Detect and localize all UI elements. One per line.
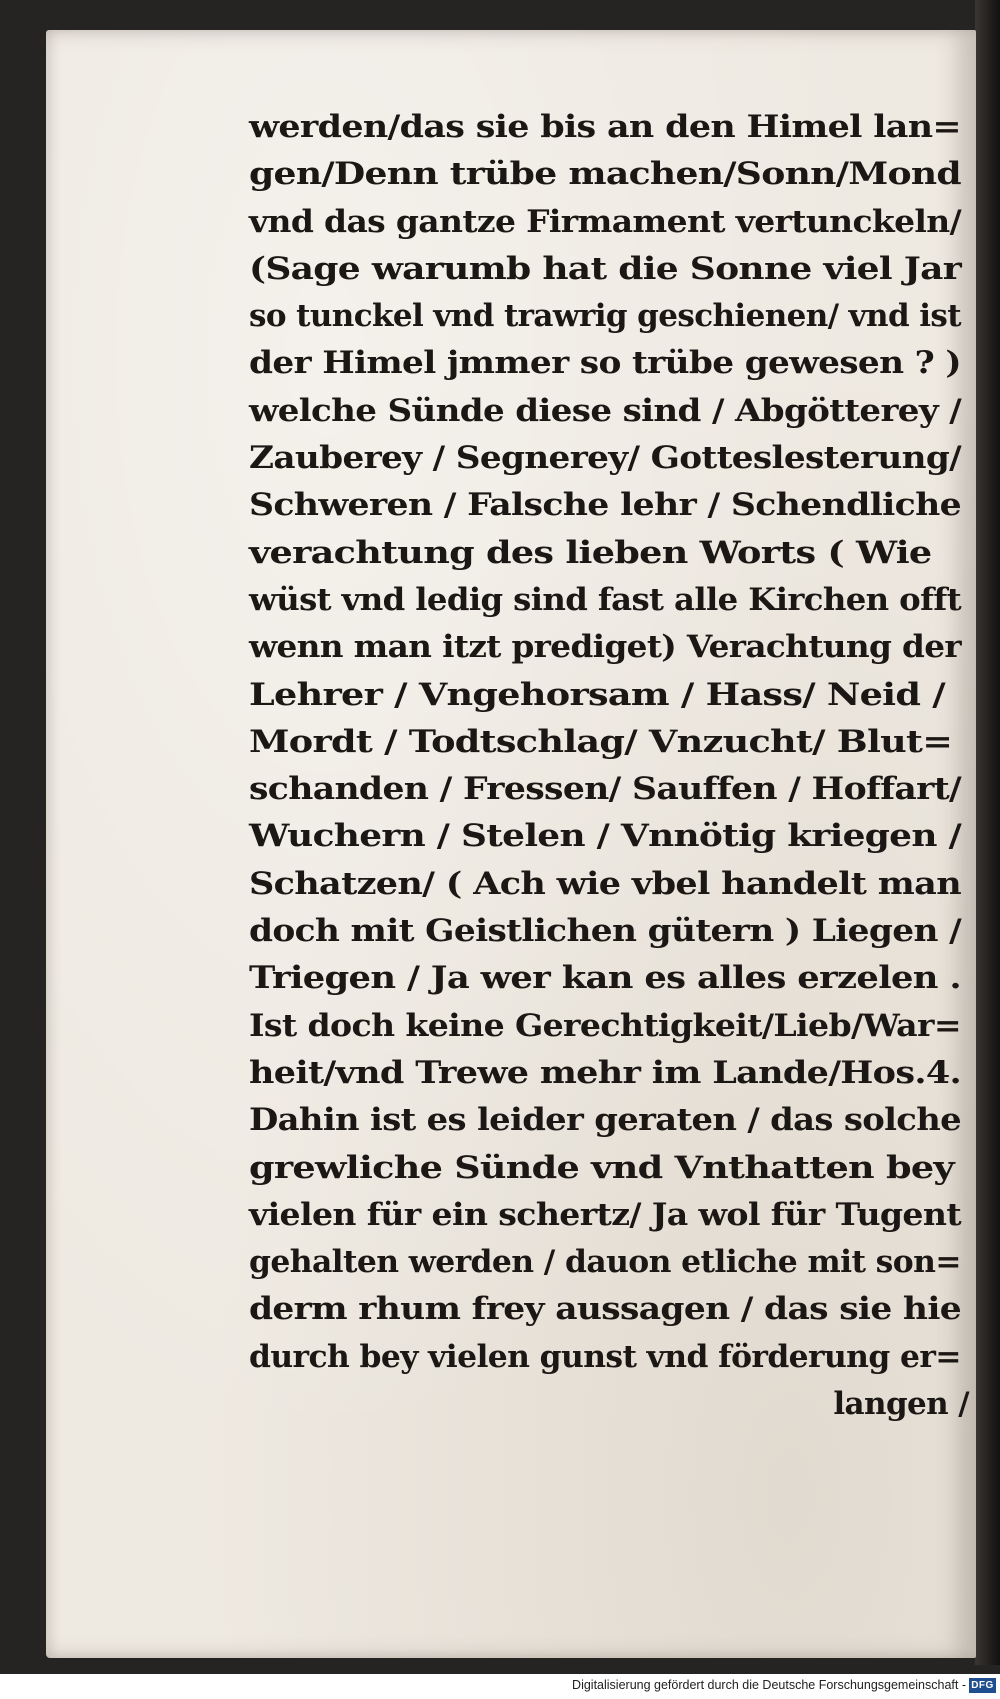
text-line-26: derm rhum frey aussagen / das sie hie: [249, 1291, 961, 1328]
text-line-16: Wuchern / Stelen / Vnnötig kriegen /: [249, 818, 961, 855]
text-line-5: so tunckel vnd trawrig geschienen/ vnd ist: [249, 298, 961, 335]
text-line-7: welche Sünde diese sind / Abgötterey /: [249, 392, 961, 429]
text-line-2: gen/Denn trübe machen/Sonn/Mond: [249, 156, 961, 193]
text-line-24: vielen für ein schertz/ Ja wol für Tugent: [249, 1196, 962, 1233]
text-line-3: vnd das gantze Firmament vertunckeln/: [249, 203, 961, 240]
text-line-8: Zauberey / Segnerey/ Gotteslesterung/: [249, 440, 961, 477]
text-line-12: wenn man itzt prediget) Verachtung der: [249, 629, 961, 666]
text-line-1: werden/das sie bis an den Himel lan=: [249, 109, 961, 145]
fraktur-text-block: [249, 104, 969, 1428]
text-line-13: Lehrer / Vngehorsam / Hass/ Neid /: [249, 676, 945, 713]
text-line-10: verachtung des lieben Worts ( Wie: [249, 534, 932, 571]
text-line-21: heit/vnd Trewe mehr im Lande/Hos.4.: [249, 1054, 961, 1091]
funding-notice: Digitalisierung gefördert durch die Deutsche Forschungsgemeinschaft -: [572, 1678, 966, 1692]
text-line-11: wüst vnd ledig sind fast alle Kirchen offt: [249, 581, 962, 618]
dfg-logo-icon: DFG: [969, 1678, 996, 1693]
text-line-6: der Himel jmmer so trübe gewesen ? ): [249, 345, 961, 382]
catchword-line: langen /: [833, 1386, 969, 1423]
text-line-27: durch bey vielen gunst vnd förderung er=: [249, 1338, 961, 1375]
text-line-4: (Sage warumb hat die Sonne viel Jar: [249, 250, 961, 287]
text-line-25: gehalten werden / dauon etliche mit son=: [249, 1244, 961, 1281]
text-line-23: grewliche Sünde vnd Vnthatten bey: [249, 1149, 954, 1186]
book-edge-shadow: [975, 0, 1000, 1665]
text-line-17: Schatzen/ ( Ach wie vbel handelt man: [249, 865, 961, 902]
text-line-9: Schweren / Falsche lehr / Schendliche: [249, 487, 961, 524]
text-line-22: Dahin ist es leider geraten / das solche: [249, 1102, 961, 1139]
text-line-20: Ist doch keine Gerechtigkeit/Lieb/War=: [249, 1007, 962, 1044]
text-line-19: Triegen / Ja wer kan es alles erzelen .: [249, 960, 961, 997]
text-line-15: schanden / Fressen/ Sauffen / Hoffart/: [249, 771, 962, 808]
text-line-14: Mordt / Todtschlag/ Vnzucht/ Blut=: [249, 723, 953, 760]
text-line-18: doch mit Geistlichen gütern ) Liegen /: [249, 913, 961, 950]
digitization-footer: [0, 1674, 1000, 1699]
